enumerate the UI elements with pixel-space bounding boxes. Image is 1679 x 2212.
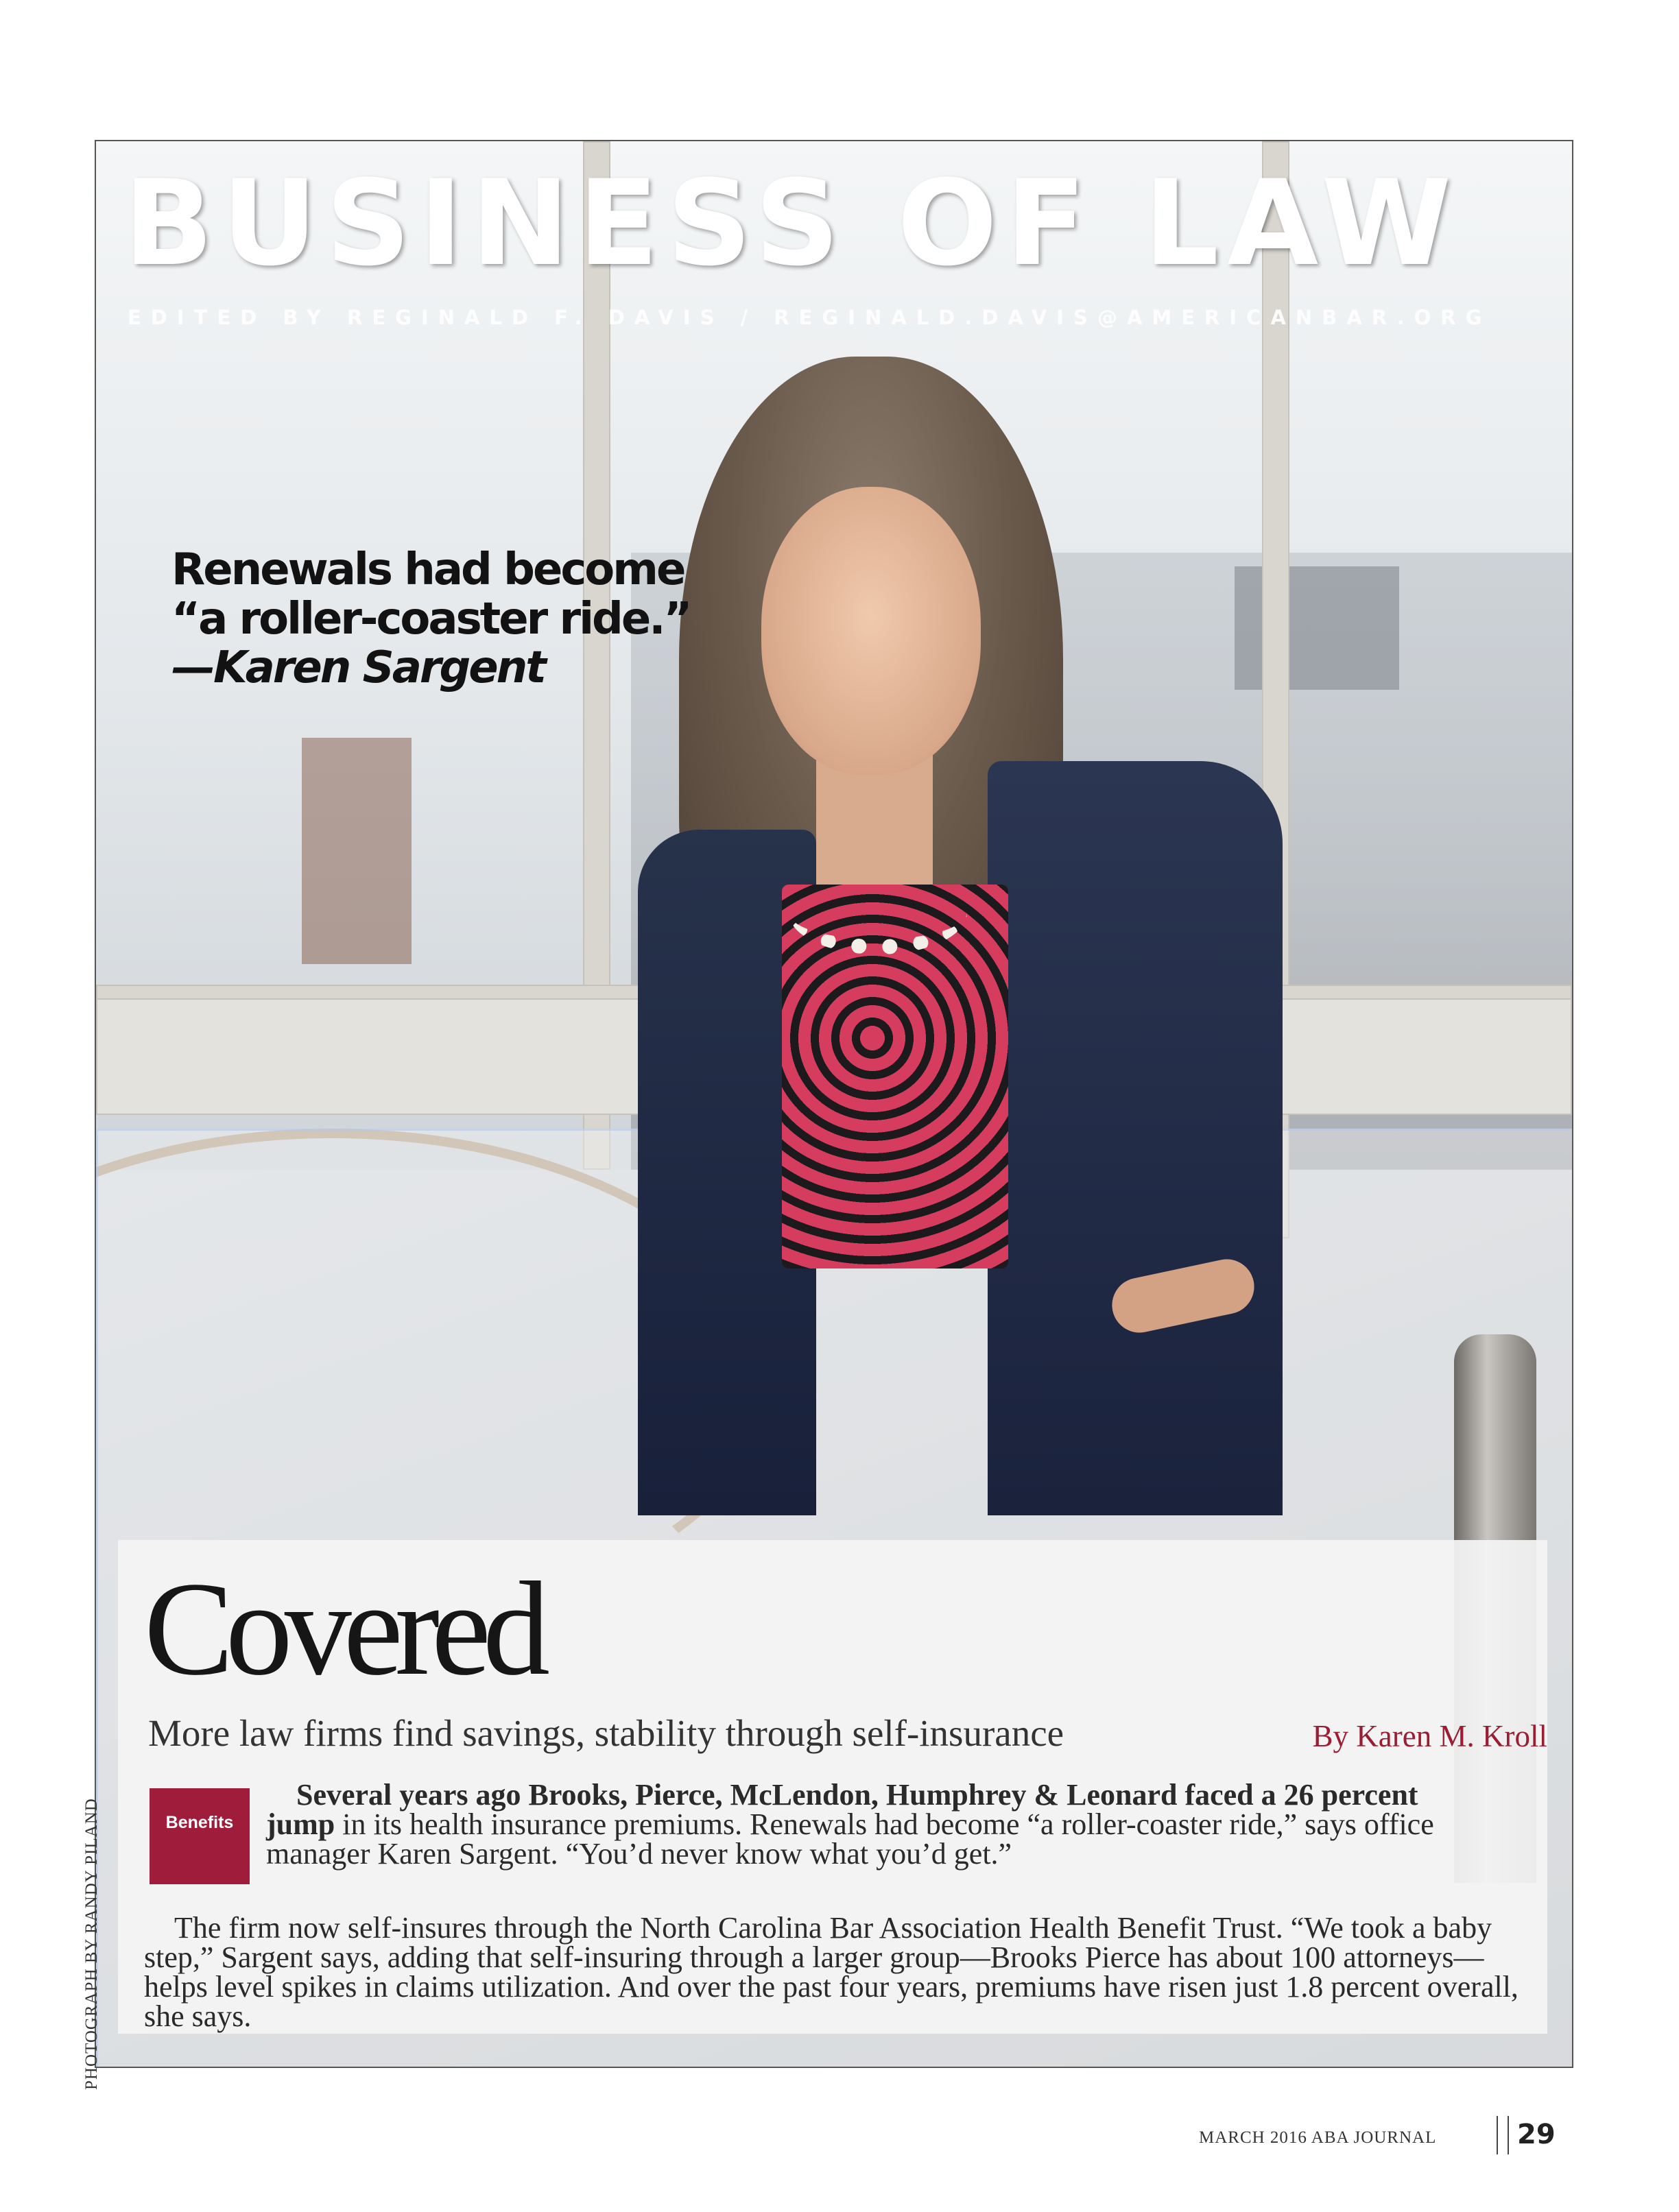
article-paragraph bbox=[144, 1911, 1543, 2034]
deck-text: More law firms find savings, stability through self-insurance bbox=[148, 1712, 1064, 1754]
topic-tag: Benefits bbox=[150, 1788, 250, 1884]
face bbox=[761, 487, 981, 775]
deck bbox=[148, 1711, 1547, 1755]
lead-in: Several years ago Brooks, Pierce, McLendon, Humphrey & Leonard faced a 26 percent jump bbox=[266, 1778, 1418, 1842]
pearl-necklace bbox=[789, 871, 967, 954]
paragraph-text: in its health insurance premiums. Renewals had become “a roller-coaster ride,” says office manager Karen Sargent. “You’d never know what you’d get.” bbox=[266, 1807, 1434, 1871]
pull-quote-line: Renewals had become bbox=[171, 544, 684, 595]
page-number: 29 bbox=[1517, 2119, 1556, 2150]
photo-credit: PHOTOGRAPH BY RANDY PILAND bbox=[82, 1798, 101, 2090]
article-paragraph bbox=[266, 1778, 1453, 1871]
headline: Covered bbox=[144, 1554, 542, 1703]
pull-quote bbox=[171, 546, 761, 693]
portrait-subject bbox=[535, 213, 1331, 1515]
folio-divider bbox=[1497, 2116, 1509, 2154]
section-title: BUSINESS OF LAW bbox=[123, 154, 1460, 292]
paragraph-text: The firm now self-insures through the North Carolina Bar Association Health Benefit Trust. “We took a baby step,” Sargent says, adding that self-insuring through a larger group—Brooks Pierce has about 100 attorneys—helps level spikes in claims utilization. And over the past four years, premiums have risen just 1.8 percent overall, she says. bbox=[144, 1911, 1519, 2034]
section-editor-line: EDITED BY REGINALD F. DAVIS / REGINALD.DAVIS@AMERICANBAR.ORG bbox=[128, 306, 1492, 329]
byline: By Karen M. Kroll bbox=[1312, 1719, 1547, 1753]
pull-quote-attribution: —Karen Sargent bbox=[171, 642, 545, 694]
pull-quote-line: “a roller-coaster ride.” bbox=[171, 593, 691, 645]
issue-folio: MARCH 2016 ABA JOURNAL bbox=[1199, 2128, 1437, 2147]
building bbox=[302, 738, 412, 964]
jacket bbox=[988, 761, 1283, 1515]
